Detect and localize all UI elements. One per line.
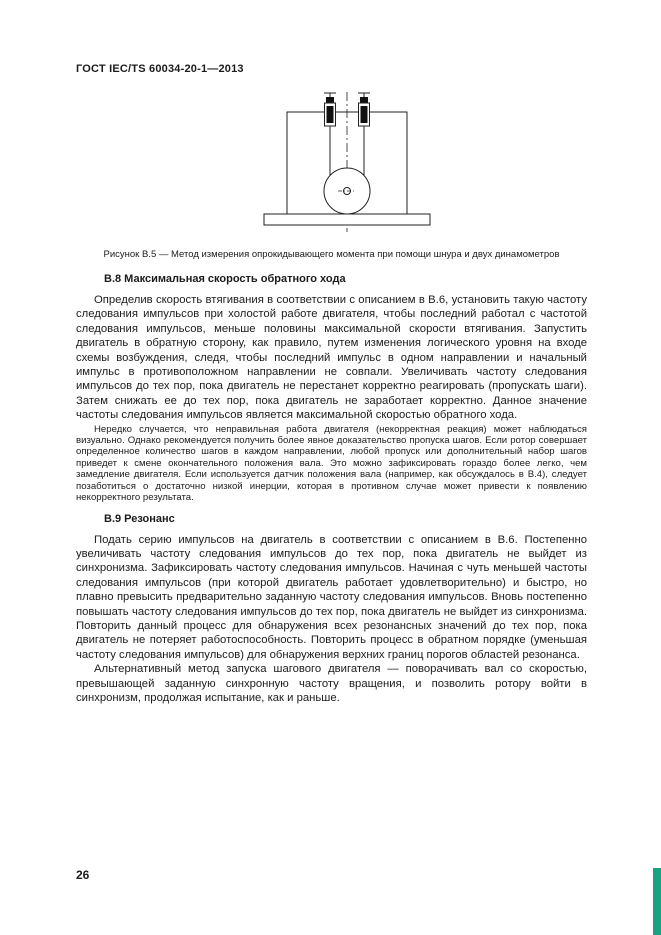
cord-and-two-dynamometers-diagram: [262, 92, 432, 234]
section-b8-heading: B.8 Максимальная скорость обратного хода: [104, 273, 346, 285]
section-b8-paragraph: Определив скорость втягивания в соответствии с описанием в B.6, установить такую частоту следования импульсов при холостой работе двигателя, чтобы последний работал с частотой следования импульсов, меньше половины максимальной скорости втягивания. Запустить двигатель в обратную сторону, как правило, путем изменения логического уровня на входе схемы возбуждения, следя, чтобы последний импульс в одном направлении и начальный импульс в противоположном направлении не совпали. Увеличивать частоту следования импульсов до тех пор, пока двигатель не перестанет корректно реагировать (пропускать шаги). Затем снижать ее до тех пор, пока двигатель не заработает корректно. Данное значение частоты следования импульсов является максимальной скоростью обратного хода.: [76, 294, 587, 422]
pulley-circle: [324, 168, 370, 214]
figure-b5: [262, 92, 432, 234]
section-b9-paragraph-2: Альтернативный метод запуска шагового двигателя — поворачивать вал со скоростью, превышающей заданную синхронную частоту вращения, и позволить ротору войти в синхронизм, продолжая испытание, как и раньше.: [76, 663, 587, 704]
body-content: [76, 264, 587, 705]
figure-caption: Рисунок B.5 — Метод измерения опрокидывающего момента при помощи шнура и двух динамометров: [103, 249, 560, 260]
section-b9-paragraph-1: Подать серию импульсов на двигатель в соответствии с описанием в B.6. Постепенно увеличивать частоту следования импульсов до тех пор, пока двигатель не выйдет из синхронизма. Зафиксировать частоту следования импульсов. Начиная с чуть меньшей частоты следования импульсов (при которой двигатель работает удовлетворительно) и быстро, но плавно превысить предварительно заданную частоту следования импульсов. Вновь постепенно повышать частоту следования импульсов до тех пор, пока двигатель не выйдет из синхронизма. Повторить данный процесс для обнаружения всех резонансных значений до тех пор, пока двигатель не потеряет работоспособность. Повторить процесс в обратном порядке (уменьшая частоту следования импульсов) для обнаружения верхних границ порогов областей резонанса.: [76, 533, 587, 661]
section-b9-heading: B.9 Резонанс: [104, 512, 175, 525]
section-b8-note: Нередко случается, что неправильная работа двигателя (некорректная реакция) может наблюдаться визуально. Однако рекомендуется получить более явное доказательство пропуска шагов. Если ротор совершает определенное количество шагов в каждом направлении, любой пропуск или дополнительный набор шагов приведет к смене окончательного положения вала. Это можно зафиксировать гораздо более легко, чем замедление двигателя. Если используется датчик положения вала (например, как обсуждалось в B.4), следует позаботиться о достаточно низкой инерции, которая в противном случае может привести к появлению некорректного результата.: [76, 423, 587, 504]
base-plate: [264, 214, 430, 225]
page-number: 26: [76, 868, 90, 882]
dynamometer-right: [358, 93, 370, 126]
dynamometer-left: [324, 93, 336, 126]
doc-header: ГОСТ IEC/TS 60034-20-1—2013: [76, 63, 244, 75]
accent-bar: [653, 868, 661, 935]
